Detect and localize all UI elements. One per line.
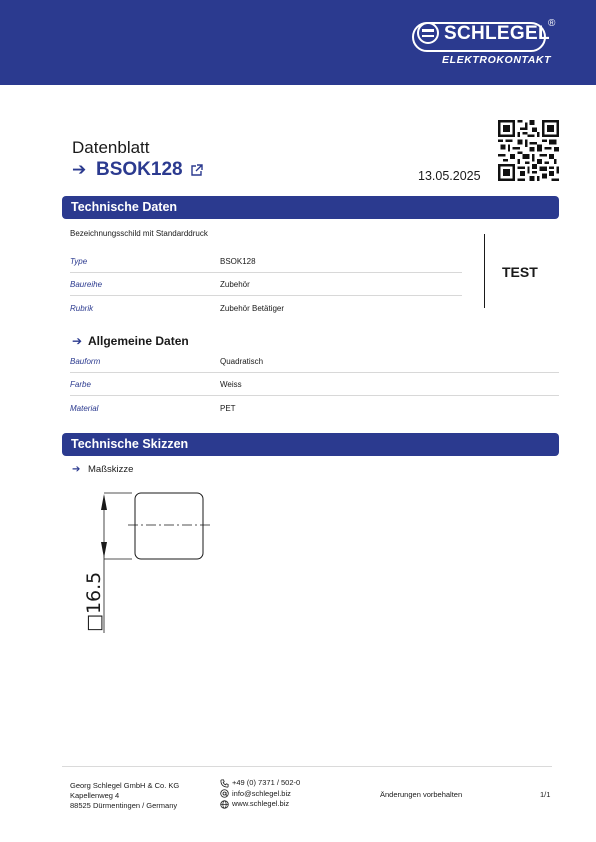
external-link-icon[interactable] <box>190 164 203 177</box>
footer-divider <box>62 766 552 767</box>
logo-subtitle: ELEKTROKONTAKT <box>442 54 552 66</box>
phone-icon <box>220 779 229 788</box>
spec-row-shape <box>70 350 559 373</box>
dimension-sketch <box>74 488 224 638</box>
spec-value: Zubehör Betätiger <box>220 304 285 313</box>
footer-web-row[interactable] <box>220 799 300 810</box>
dimension-label: □16.5 <box>83 571 105 632</box>
arrow-right-icon: ➔ <box>72 464 81 475</box>
footer-web: www.schlegel.biz <box>232 799 290 809</box>
logo-brand-name: SCHLEGEL <box>444 23 550 44</box>
logo-registered-mark: ® <box>548 18 556 29</box>
spec-value: Zubehör <box>220 280 250 289</box>
dimension-sketch-heading <box>72 464 133 475</box>
footer-phone: +49 (0) 7371 / 502-0 <box>232 778 301 788</box>
spec-value: PET <box>220 404 236 413</box>
section-technical-sketches: Technische Skizzen <box>62 433 559 456</box>
print-label-divider <box>484 234 485 308</box>
spec-value: BSOK128 <box>220 257 256 266</box>
product-name[interactable]: BSOK128 <box>96 159 183 180</box>
footer-email-row[interactable] <box>220 789 300 800</box>
spec-row-type <box>70 250 462 273</box>
general-data-title: Allgemeine Daten <box>88 334 189 348</box>
spec-row-series <box>70 273 462 296</box>
footer-notice: Änderungen vorbehalten <box>380 790 463 799</box>
globe-icon <box>220 800 229 809</box>
product-line <box>72 159 203 181</box>
spec-value: Quadratisch <box>220 357 264 366</box>
spec-label: Farbe <box>70 380 91 389</box>
spec-row-material <box>70 397 559 420</box>
footer-company: Georg Schlegel GmbH & Co. KG <box>70 781 180 790</box>
footer-contact <box>220 778 300 810</box>
footer-address <box>70 781 179 811</box>
spec-row-color <box>70 373 559 396</box>
qr-code-icon[interactable] <box>498 120 559 181</box>
arrow-right-icon: ➔ <box>72 334 83 348</box>
footer-page-number: 1/1 <box>540 790 551 799</box>
general-data-heading <box>72 334 189 348</box>
product-description: Bezeichnungsschild mit Standarddruck <box>70 229 208 238</box>
logo-emblem-icon <box>417 22 439 44</box>
spec-label: Baureihe <box>70 280 103 289</box>
spec-label: Type <box>70 257 88 266</box>
spec-label: Rubrik <box>70 304 94 313</box>
footer-city: 88525 Dürmentingen / Germany <box>70 801 178 810</box>
spec-value: Weiss <box>220 380 242 389</box>
section-technical-data: Technische Daten <box>62 196 559 219</box>
header-band <box>0 0 596 85</box>
document-date: 13.05.2025 <box>418 169 481 183</box>
footer-street: Kapellenweg 4 <box>70 791 120 800</box>
spec-label: Bauform <box>70 357 101 366</box>
at-icon <box>220 789 229 798</box>
spec-row-category <box>70 297 462 320</box>
schlegel-logo[interactable] <box>412 18 554 70</box>
footer-email: info@schlegel.biz <box>232 788 291 798</box>
arrow-right-icon: ➔ <box>72 160 87 179</box>
print-label-text: TEST <box>502 264 538 280</box>
spec-label: Material <box>70 404 99 413</box>
document-title: Datenblatt <box>72 138 150 157</box>
footer-phone-row[interactable] <box>220 778 300 789</box>
dimension-sketch-title: Maßskizze <box>88 464 134 475</box>
